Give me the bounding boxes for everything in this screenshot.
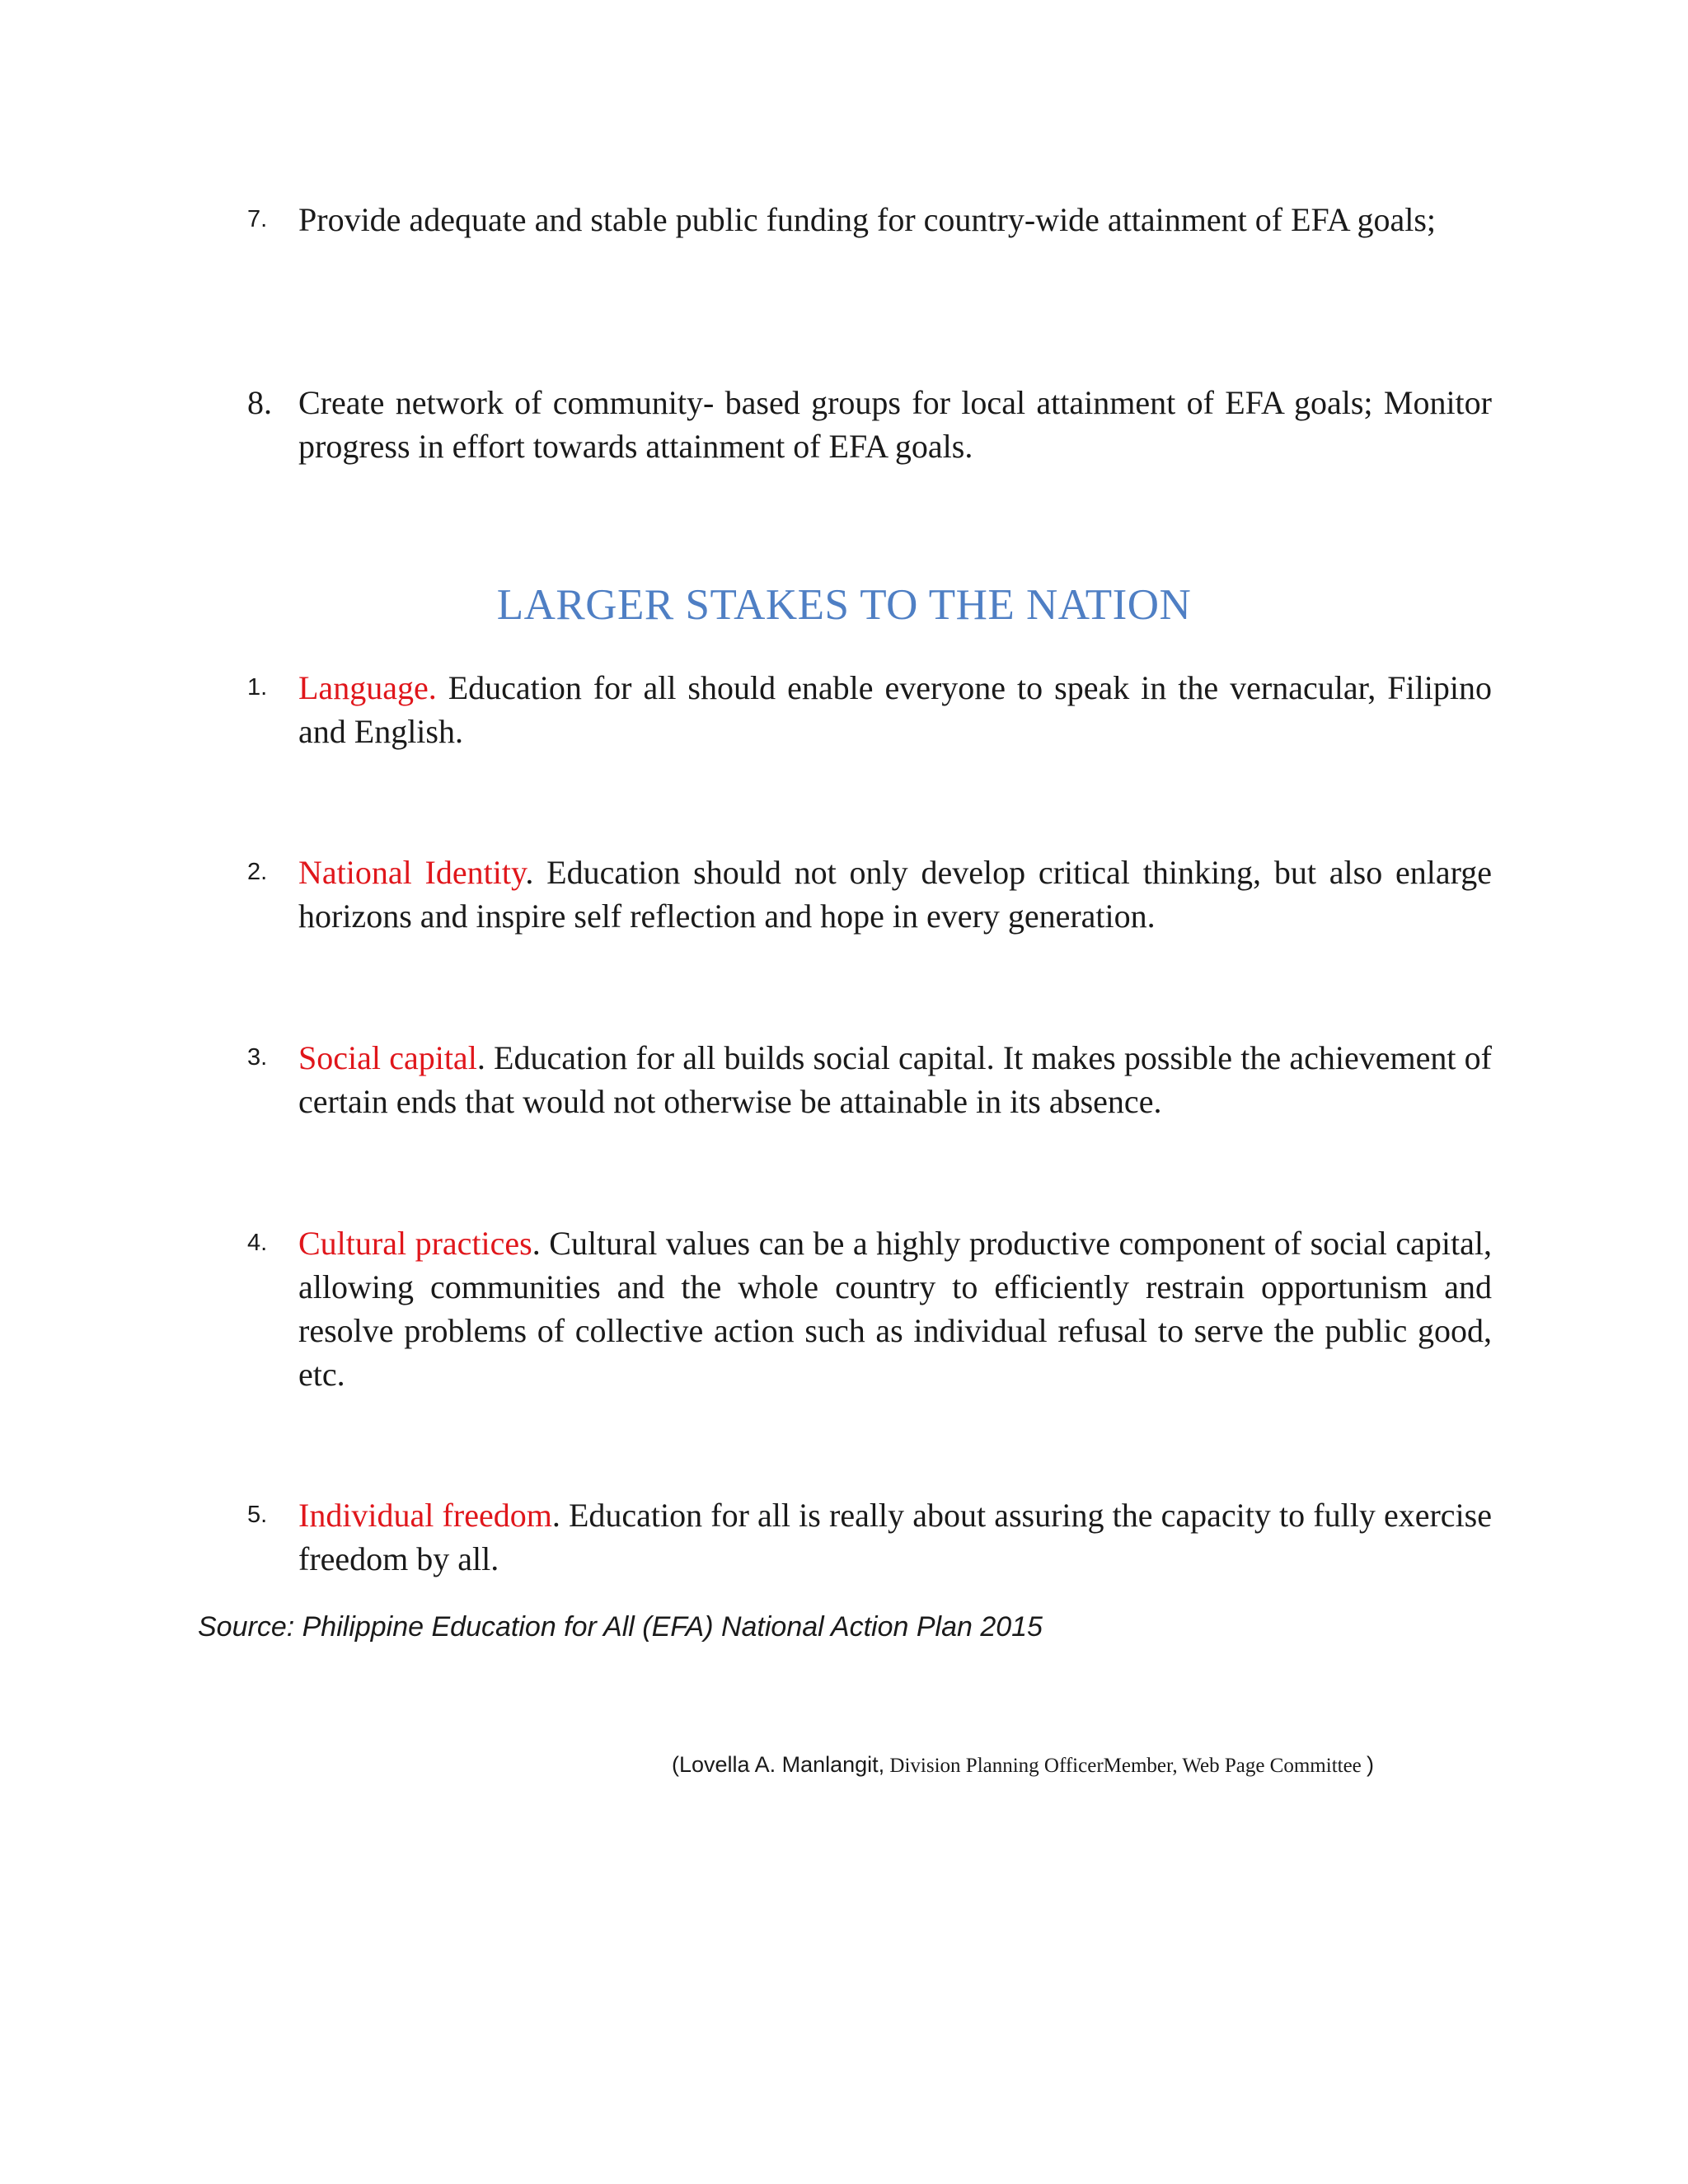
stake-item-social-capital	[247, 1036, 1492, 1123]
stake-text	[298, 1221, 1492, 1396]
list-number: 5.	[247, 1502, 268, 1528]
stake-text	[298, 1036, 1492, 1123]
stake-text	[298, 1493, 1492, 1581]
list-number: 8.	[247, 384, 272, 421]
list-item-text: Provide adequate and stable public funding for country-wide attainment of EFA goals;	[298, 201, 1437, 238]
stake-description: . Cultural values can be a highly productive component of social capital, allowing communities and the whole country to efficiently restrain opportunism and resolve problems of collective action such as individual refusal to serve the public good, etc.	[298, 1225, 1492, 1393]
list-number: 1.	[247, 674, 268, 701]
source-citation: Source: Philippine Education for All (EFA) National Action Plan 2015	[198, 1611, 1043, 1643]
stake-description: . Education should not only develop critical thinking, but also enlarge horizons and inspire self reflection and hope in every generation.	[298, 854, 1492, 935]
stake-term: Cultural practices	[298, 1225, 532, 1262]
stake-description: . Education for all is really about assuring the capacity to fully exercise freedom by all.	[298, 1497, 1492, 1577]
stake-text	[298, 666, 1492, 753]
list-number: 2.	[247, 859, 268, 885]
list-item-8	[247, 381, 1492, 468]
stake-term: Language.	[298, 669, 437, 706]
stake-term: Individual freedom	[298, 1497, 552, 1534]
list-number: 7.	[247, 206, 268, 232]
list-item-7	[247, 198, 1492, 241]
stake-term: Social capital	[298, 1039, 477, 1076]
stake-term: National Identity	[298, 854, 526, 891]
author-role: Division Planning OfficerMember, Web Page Committee	[884, 1755, 1367, 1777]
section-heading: LARGER STAKES TO THE NATION	[496, 581, 1192, 629]
stake-item-cultural-practices	[247, 1221, 1492, 1396]
list-item-text: Create network of community- based groups for local attainment of EFA goals; Monitor progress in effort towards attainment of EFA goals.	[298, 384, 1492, 465]
stake-item-individual-freedom	[247, 1493, 1492, 1581]
stake-description: . Education for all builds social capital. It makes possible the achievement of certain ends that would not otherwise be attainable in its absence.	[298, 1039, 1492, 1120]
stake-item-national-identity	[247, 851, 1492, 938]
credit-close-paren: )	[1367, 1752, 1375, 1777]
author-name: Lovella A. Manlangit,	[679, 1752, 885, 1777]
credit-open-paren: (	[672, 1752, 679, 1777]
stake-item-language	[247, 666, 1492, 753]
list-number: 3.	[247, 1044, 268, 1071]
author-credit	[672, 1752, 1374, 1778]
stake-text	[298, 851, 1492, 938]
stake-description: Education for all should enable everyone to speak in the vernacular, Filipino and English.	[298, 669, 1492, 750]
list-number: 4.	[247, 1230, 268, 1256]
